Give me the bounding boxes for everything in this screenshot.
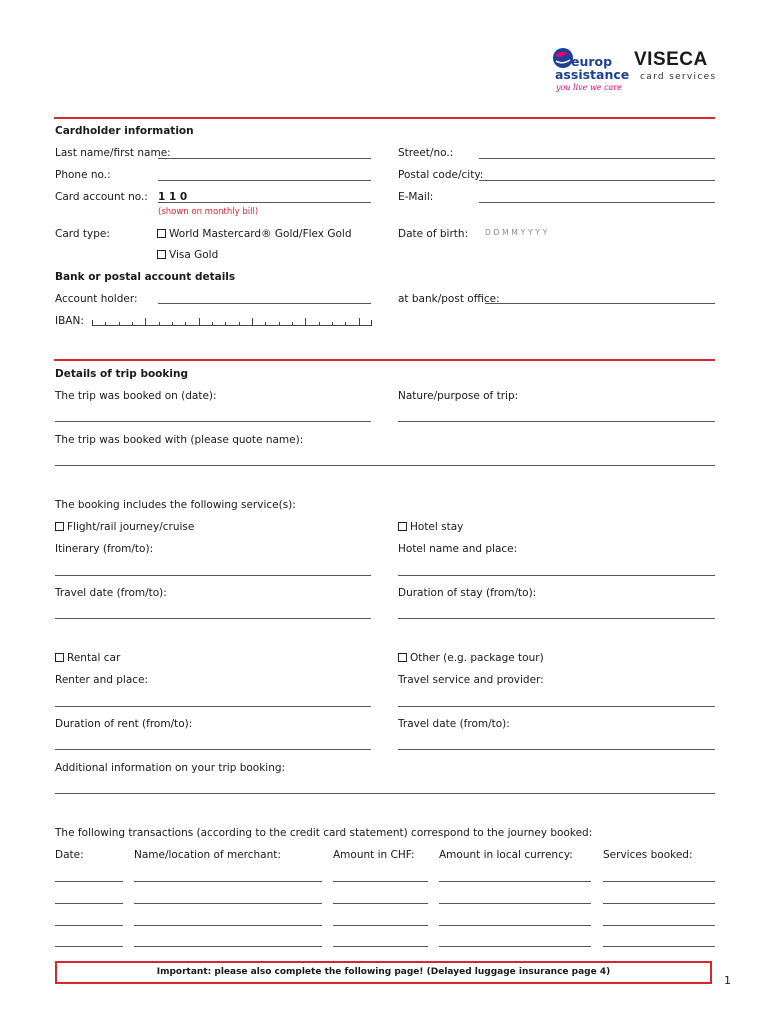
- transaction-cell-field[interactable]: [439, 925, 591, 926]
- iban-label: IBAN:: [55, 315, 84, 327]
- includes-label: The booking includes the following service(s):: [55, 499, 296, 511]
- europ-assistance-logo: [552, 47, 630, 97]
- iban-tick: [132, 322, 133, 326]
- col-services-header: Services booked:: [603, 849, 693, 861]
- itinerary-label: Itinerary (from/to):: [55, 543, 154, 555]
- col-chf-header: Amount in CHF:: [333, 849, 415, 861]
- transaction-cell-field[interactable]: [55, 903, 123, 904]
- card-type-option2-label: Visa Gold: [169, 249, 219, 261]
- transaction-cell-field[interactable]: [55, 946, 123, 947]
- dob-placeholder: D D M M Y Y Y Y: [485, 228, 548, 237]
- transaction-cell-field[interactable]: [439, 946, 591, 947]
- email-label: E-Mail:: [398, 191, 434, 203]
- renter-field[interactable]: [55, 706, 371, 707]
- travel-date-label: Travel date (from/to):: [55, 587, 167, 599]
- card-type-mastercard-checkbox[interactable]: [157, 228, 352, 240]
- iban-tick: [185, 322, 186, 326]
- hotel-name-label: Hotel name and place:: [398, 543, 518, 555]
- duration-stay-field[interactable]: [398, 618, 715, 619]
- transaction-cell-field[interactable]: [134, 925, 322, 926]
- last-first-name-field[interactable]: [158, 158, 371, 159]
- section-divider: [54, 117, 715, 119]
- postal-field[interactable]: [479, 180, 715, 181]
- dob-label: Date of birth:: [398, 228, 469, 240]
- card-account-prefix: 1 1 0: [158, 191, 188, 203]
- travel-date2-label: Travel date (from/to):: [398, 718, 510, 730]
- bank-office-field[interactable]: [485, 303, 715, 304]
- duration-rent-field[interactable]: [55, 749, 371, 750]
- transaction-cell-field[interactable]: [333, 881, 428, 882]
- transactions-intro: The following transactions (according to the credit card statement) correspond to the journey booked:: [55, 827, 593, 839]
- col-local-header: Amount in local currency:: [439, 849, 573, 861]
- card-account-hint: (shown on monthly bill): [158, 207, 259, 217]
- transaction-cell-field[interactable]: [134, 881, 322, 882]
- transaction-cell-field[interactable]: [55, 881, 123, 882]
- booked-with-label: The trip was booked with (please quote name):: [55, 434, 304, 446]
- transaction-cell-field[interactable]: [603, 925, 715, 926]
- travel-date-field[interactable]: [55, 618, 371, 619]
- travel-service-field[interactable]: [398, 706, 715, 707]
- iban-tick: [332, 322, 333, 326]
- travel-service-label: Travel service and provider:: [398, 674, 544, 686]
- card-type-visa-checkbox[interactable]: [157, 249, 218, 261]
- account-holder-label: Account holder:: [55, 293, 138, 305]
- checkbox-icon: [157, 229, 166, 238]
- transaction-cell-field[interactable]: [333, 925, 428, 926]
- iban-tick: [319, 322, 320, 326]
- trip-heading: Details of trip booking: [55, 368, 188, 380]
- card-type-option1-label: World Mastercard® Gold/Flex Gold: [169, 228, 352, 240]
- renter-label: Renter and place:: [55, 674, 149, 686]
- flight-checkbox[interactable]: [55, 521, 194, 533]
- checkbox-icon: [55, 522, 64, 531]
- transaction-cell-field[interactable]: [603, 881, 715, 882]
- iban-tick: [292, 322, 293, 326]
- transaction-cell-field[interactable]: [439, 881, 591, 882]
- street-label: Street/no.:: [398, 147, 454, 159]
- europ-logo-tagline: you live we care: [556, 83, 622, 92]
- phone-label: Phone no.:: [55, 169, 111, 181]
- iban-tick: [305, 318, 306, 326]
- iban-tick: [239, 322, 240, 326]
- europ-logo-line1: europ: [571, 54, 613, 69]
- page-number: 1: [724, 974, 731, 987]
- iban-tick: [359, 318, 360, 326]
- hotel-checkbox[interactable]: [398, 521, 463, 533]
- booked-on-field[interactable]: [55, 421, 371, 422]
- duration-stay-label: Duration of stay (from/to):: [398, 587, 537, 599]
- nature-label: Nature/purpose of trip:: [398, 390, 519, 402]
- iban-tick: [199, 318, 200, 326]
- iban-tick: [212, 322, 213, 326]
- travel-date2-field[interactable]: [398, 749, 715, 750]
- iban-tick: [265, 322, 266, 326]
- other-checkbox[interactable]: [398, 652, 544, 664]
- additional-info-field[interactable]: [55, 793, 715, 794]
- iban-tick: [172, 322, 173, 326]
- col-date-header: Date:: [55, 849, 84, 861]
- booked-on-label: The trip was booked on (date):: [55, 390, 217, 402]
- card-account-field[interactable]: [158, 202, 371, 203]
- transaction-cell-field[interactable]: [134, 946, 322, 947]
- iban-tick: [145, 318, 146, 326]
- transaction-cell-field[interactable]: [333, 946, 428, 947]
- viseca-logo-sub: card services: [640, 72, 717, 82]
- iban-tick: [345, 322, 346, 326]
- section-divider: [54, 359, 715, 361]
- checkbox-icon: [157, 250, 166, 259]
- nature-field[interactable]: [398, 421, 715, 422]
- transaction-cell-field[interactable]: [333, 903, 428, 904]
- checkbox-icon: [398, 522, 407, 531]
- card-account-label: Card account no.:: [55, 191, 148, 203]
- street-field[interactable]: [479, 158, 715, 159]
- bank-office-label: at bank/post office:: [398, 293, 500, 305]
- hotel-option-label: Hotel stay: [410, 521, 464, 533]
- last-first-name-label: Last name/first name:: [55, 147, 171, 159]
- transaction-cell-field[interactable]: [603, 946, 715, 947]
- important-notice-text: Important: please also complete the following page! (Delayed luggage insurance page 4): [156, 967, 611, 977]
- iban-tick: [252, 318, 253, 326]
- flight-option-label: Flight/rail journey/cruise: [67, 521, 195, 533]
- email-field[interactable]: [479, 202, 715, 203]
- rental-option-label: Rental car: [67, 652, 121, 664]
- iban-tick: [279, 322, 280, 326]
- important-notice-box: [55, 961, 712, 984]
- booked-with-field[interactable]: [55, 465, 715, 466]
- rental-car-checkbox[interactable]: [55, 652, 120, 664]
- iban-box: [92, 320, 372, 326]
- transaction-cell-field[interactable]: [55, 925, 123, 926]
- other-option-label: Other (e.g. package tour): [410, 652, 544, 664]
- iban-tick: [119, 322, 120, 326]
- itinerary-field[interactable]: [55, 575, 371, 576]
- checkbox-icon: [398, 653, 407, 662]
- transaction-cell-field[interactable]: [603, 903, 715, 904]
- col-merchant-header: Name/location of merchant:: [134, 849, 281, 861]
- account-holder-field[interactable]: [158, 303, 371, 304]
- iban-tick: [159, 322, 160, 326]
- additional-info-label: Additional information on your trip booking:: [55, 762, 286, 774]
- checkbox-icon: [55, 653, 64, 662]
- europ-logo-line2: assistance: [555, 67, 630, 82]
- postal-label: Postal code/city:: [398, 169, 484, 181]
- iban-tick: [105, 322, 106, 326]
- card-type-label: Card type:: [55, 228, 110, 240]
- cardholder-heading: Cardholder information: [55, 125, 194, 137]
- iban-field[interactable]: [92, 318, 372, 326]
- transaction-cell-field[interactable]: [439, 903, 591, 904]
- viseca-logo: [634, 50, 718, 86]
- viseca-logo-name: VISECA: [634, 49, 708, 70]
- phone-field[interactable]: [158, 180, 371, 181]
- iban-tick: [225, 322, 226, 326]
- dob-field[interactable]: [485, 228, 585, 240]
- transaction-cell-field[interactable]: [134, 903, 322, 904]
- bank-heading: Bank or postal account details: [55, 271, 236, 283]
- hotel-name-field[interactable]: [398, 575, 715, 576]
- duration-rent-label: Duration of rent (from/to):: [55, 718, 193, 730]
